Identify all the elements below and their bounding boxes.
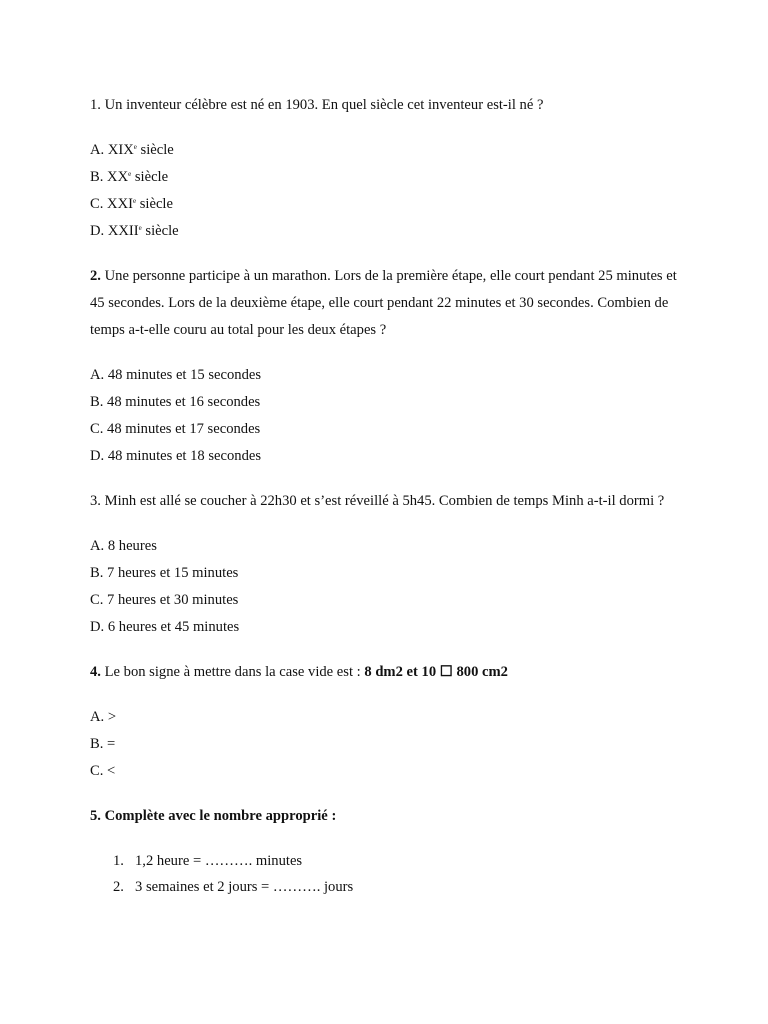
- question-1-option-c: C. XXIe siècle: [90, 196, 173, 212]
- question-5-item-2-text: 3 semaines et 2 jours = ………. jours: [135, 879, 354, 895]
- question-4: [90, 659, 682, 686]
- question-5-item-2-number: 2.: [113, 879, 124, 895]
- question-3-option-d: D. 6 heures et 45 minutes: [90, 619, 240, 635]
- question-4-option-a: A. >: [90, 709, 117, 725]
- question-5-item-1-number: 1.: [113, 853, 124, 869]
- question-3: [90, 488, 682, 515]
- question-2-option-d: D. 48 minutes et 18 secondes: [90, 448, 262, 464]
- question-1-option-a: A. XIXe siècle: [90, 142, 174, 158]
- question-4-number: 4.: [90, 664, 101, 680]
- question-3-text: 3. Minh est allé se coucher à 22h30 et s’est réveillé à 5h45. Combien de temps Minh a-t-il dormi ?: [90, 493, 665, 509]
- question-4-option-c: C. <: [90, 763, 116, 779]
- question-2-option-c: C. 48 minutes et 17 secondes: [90, 421, 261, 437]
- question-3-option-a: A. 8 heures: [90, 538, 157, 554]
- question-2: [90, 263, 682, 344]
- question-3-option-b: B. 7 heures et 15 minutes: [90, 565, 239, 581]
- question-4-option-b: B. =: [90, 736, 116, 752]
- question-1-option-b: B. XXe siècle: [90, 169, 169, 185]
- worksheet: [90, 92, 682, 900]
- question-2-option-a: A. 48 minutes et 15 secondes: [90, 367, 262, 383]
- question-4-expression: 8 dm2 et 10 ☐ 800 cm2: [364, 664, 508, 680]
- question-2-options: [90, 362, 682, 470]
- question-5-items: [90, 848, 682, 900]
- question-2-number: 2.: [90, 268, 101, 284]
- question-4-text: Le bon signe à mettre dans la case vide est :: [100, 664, 365, 680]
- question-5-item-1: [113, 848, 682, 874]
- question-1-text: 1. Un inventeur célèbre est né en 1903. En quel siècle cet inventeur est-il né ?: [90, 97, 544, 113]
- question-3-option-c: C. 7 heures et 30 minutes: [90, 592, 239, 608]
- question-5-item-1-text: 1,2 heure = ………. minutes: [135, 853, 303, 869]
- question-2-text: Une personne participe à un marathon. Lors de la première étape, elle court pendant 25 minutes et 45 secondes. Lors de la deuxième étape, elle court pendant 22 minutes et 30 secondes. Combien de temps a-t-elle couru au total pour les deux étapes ?: [90, 268, 677, 338]
- question-5: [90, 803, 682, 830]
- question-2-option-b: B. 48 minutes et 16 secondes: [90, 394, 261, 410]
- question-1-options: [90, 137, 682, 245]
- question-5-item-2: [113, 874, 682, 900]
- question-5-title: 5. Complète avec le nombre approprié :: [90, 808, 337, 824]
- question-1: [90, 92, 682, 119]
- question-3-options: [90, 533, 682, 641]
- question-1-option-d: D. XXIIe siècle: [90, 223, 179, 239]
- question-4-options: [90, 704, 682, 785]
